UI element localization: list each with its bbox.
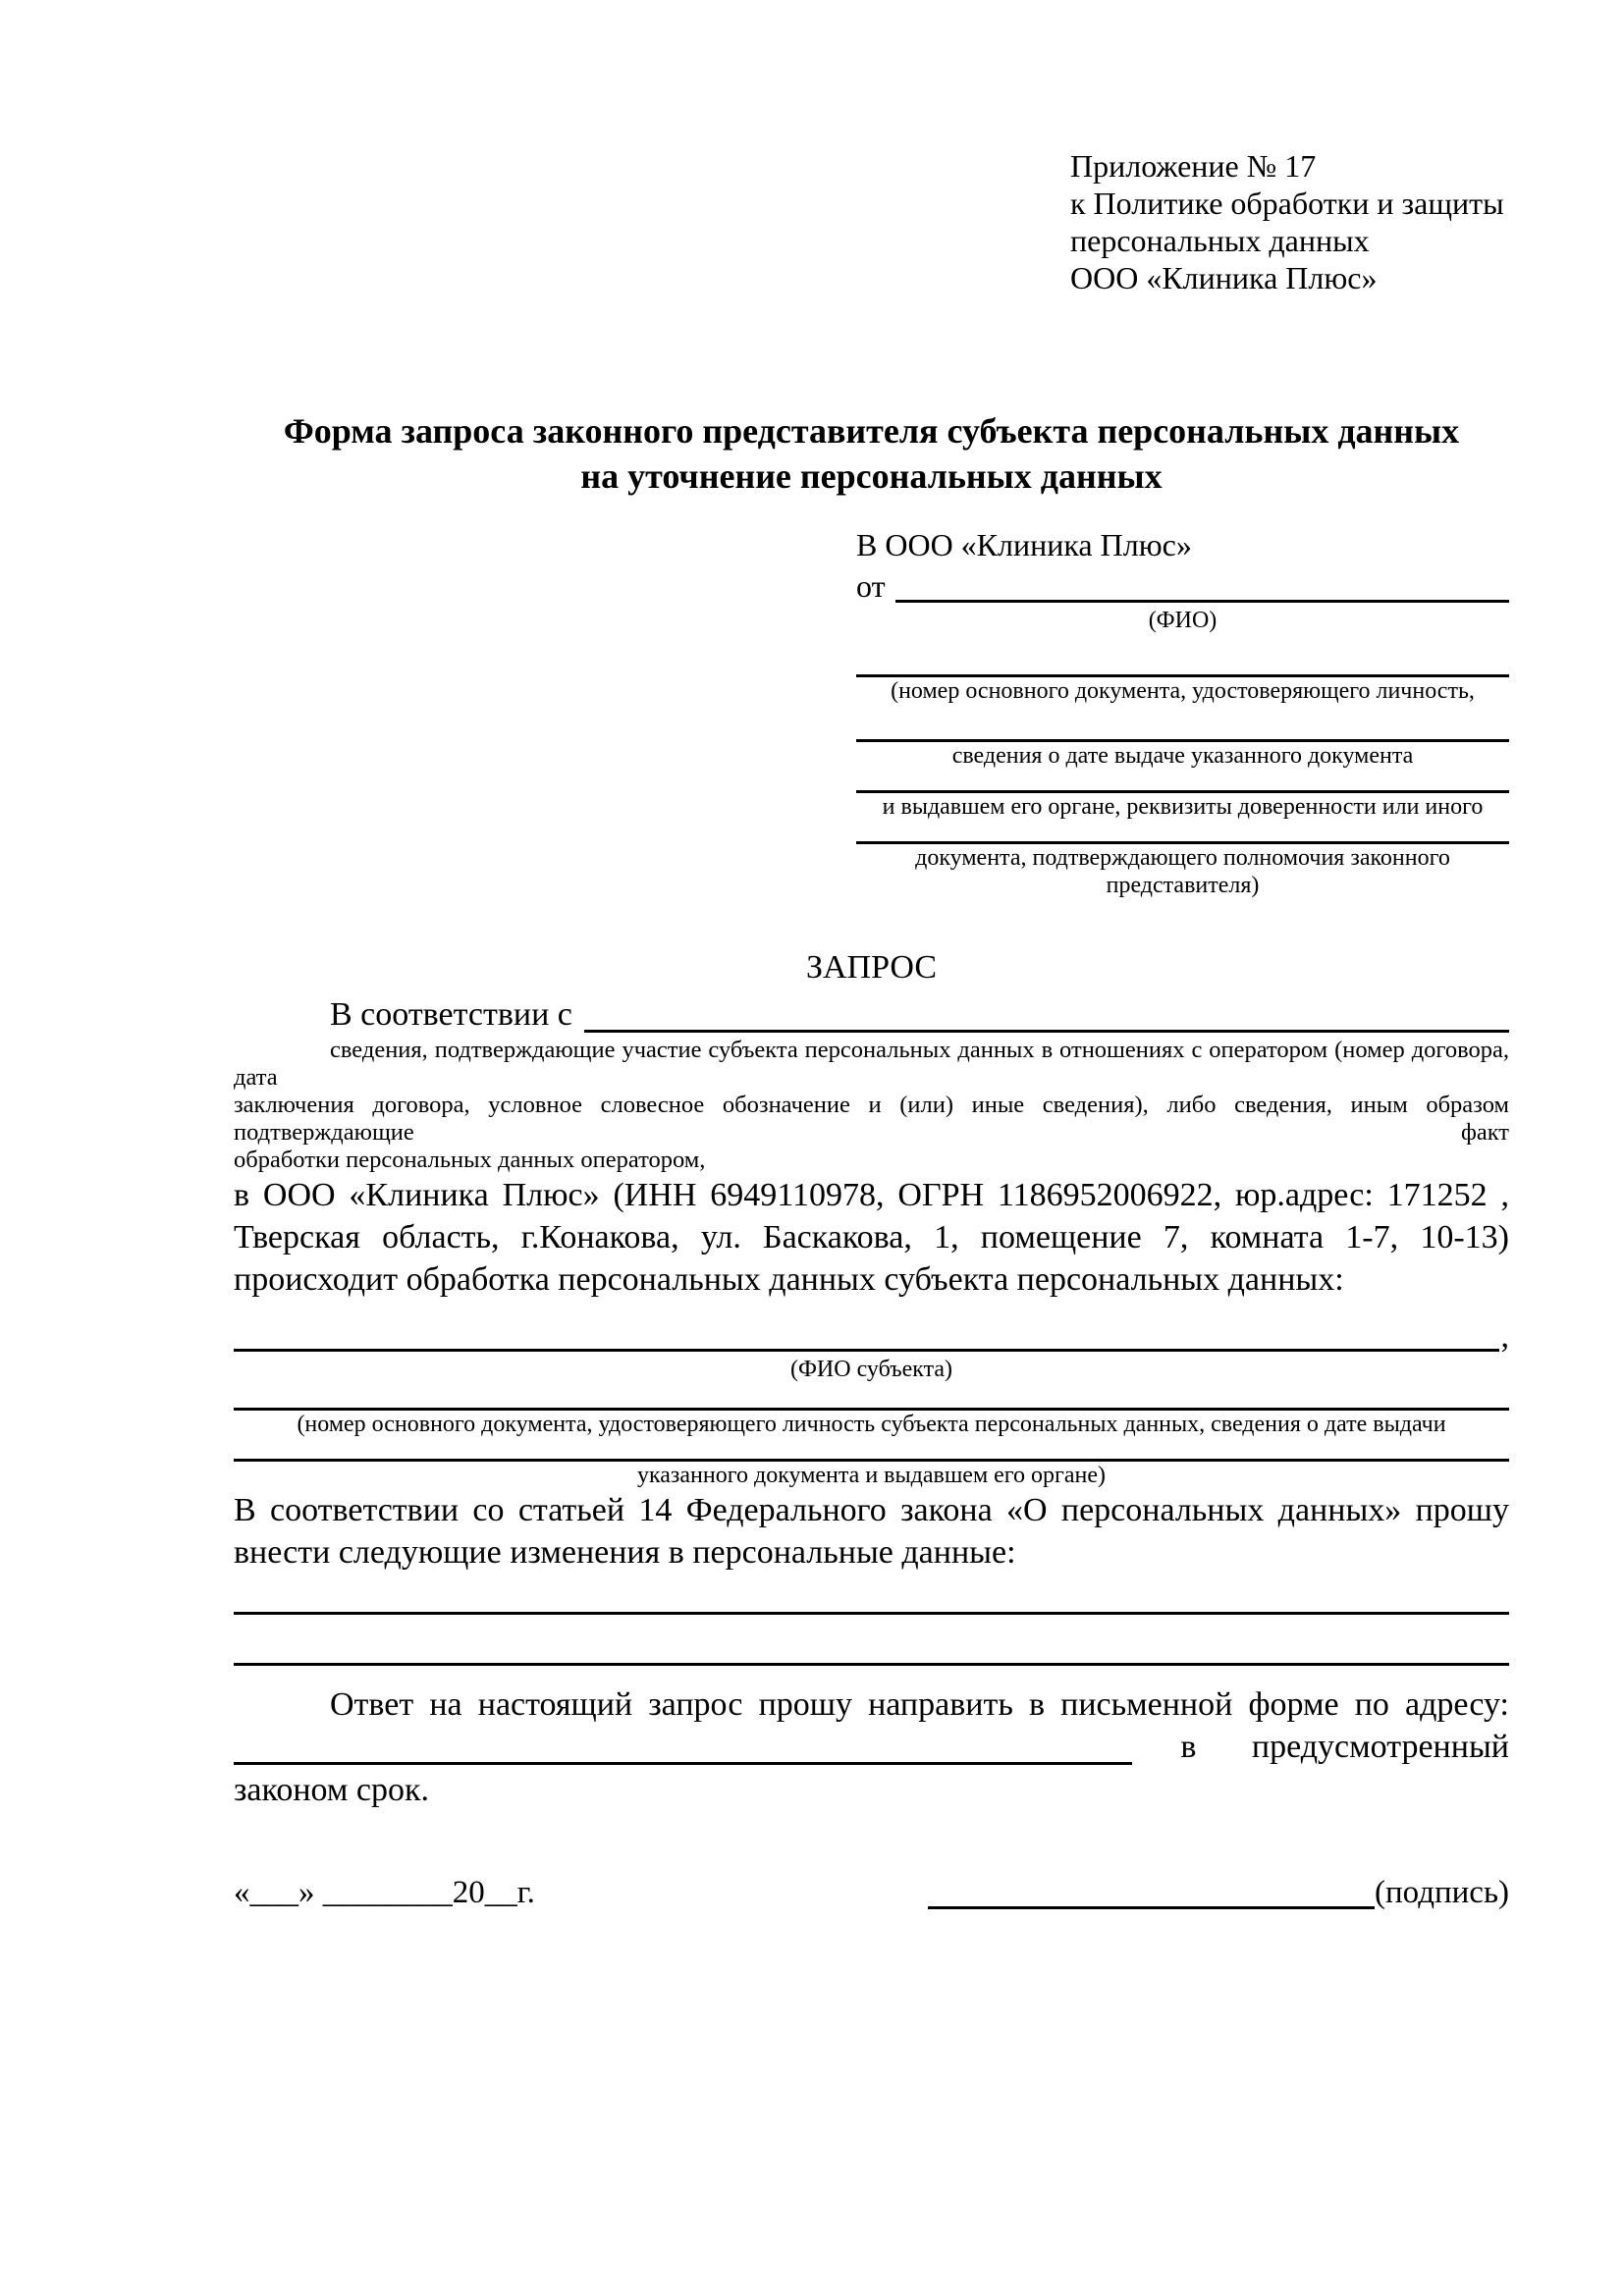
article14-line-2: внести следующие изменения в персональные данные: xyxy=(234,1534,1016,1571)
operator-paragraph-line-3: происходит обработка персональных данных субъекта персональных данных: xyxy=(234,1261,1344,1298)
footnote-line-2: заключения договора, условное словесное обозначение и (или) иные сведения), либо сведения, иным образом подтверждающие факт xyxy=(234,1092,1509,1146)
subject-fio-caption: (ФИО субъекта) xyxy=(789,1357,953,1382)
subject-fio-comma: , xyxy=(1500,1318,1509,1355)
footnote-line-1: сведения, подтверждающие участие субъекта персональных данных в отношениях с оператором (номер договора, дата xyxy=(234,1037,1509,1091)
issuer-caption: и выдавшем его органе, реквизиты доверенности или иного xyxy=(882,794,1484,820)
signature-blank-line xyxy=(928,1906,1375,1909)
subject-doc-caption-1: (номер основного документа, удостоверяющего личность субъекта персональных данных, сведения о дате выдачи xyxy=(297,1412,1446,1437)
response-paragraph xyxy=(234,1683,1509,1811)
appendix-block xyxy=(856,147,1509,296)
subject-fio-row xyxy=(234,1314,1509,1356)
form-title xyxy=(234,408,1509,499)
doc-number-caption: (номер основного документа, удостоверяющего личность, xyxy=(891,678,1475,704)
signature-caption: (подпись) xyxy=(1375,1875,1509,1910)
from-label: от xyxy=(856,568,886,604)
doc-number-blank-line xyxy=(856,634,1509,677)
issue-date-caption: сведения о дате выдаче указанного документа xyxy=(951,743,1414,769)
subject-doc-caption-2: указанного документа и выдавшем его органе) xyxy=(636,1463,1107,1488)
article14-line-1: В соответствии со статьей 14 Федерального закона «О персональных данных» прошу xyxy=(234,1492,1509,1528)
request-heading: ЗАПРОС xyxy=(805,949,938,986)
fio-caption: (ФИО) xyxy=(1148,608,1218,633)
operator-paragraph-line-2: Тверская область, г.Конакова, ул. Баскакова, 1, помещение 7, комната 1-7, 10-13) xyxy=(234,1219,1509,1255)
operator-paragraph xyxy=(234,1174,1509,1301)
operator-paragraph-line-1: в ООО «Клиника Плюс» (ИНН 6949110978, ОГРН 1186952006922, юр.адрес: 171252 , xyxy=(234,1177,1509,1213)
issuer-blank-line xyxy=(856,770,1509,793)
signature-area xyxy=(928,1872,1509,1913)
form-title-line-2: на уточнение персональных данных xyxy=(580,456,1163,496)
subject-doc-blank-line-2 xyxy=(234,1438,1509,1462)
changes-blank-line-2 xyxy=(234,1615,1509,1666)
form-title-line-1: Форма запроса законного представителя субъекта персональных данных xyxy=(283,411,1460,451)
response-line-3: законом срок. xyxy=(234,1772,429,1808)
appendix-line-3: персональных данных xyxy=(1070,223,1370,258)
issue-date-blank-line xyxy=(856,705,1509,742)
addressee-block xyxy=(856,524,1509,899)
response-line-1: Ответ на настоящий запрос прошу направить в письменной форме по адресу: xyxy=(330,1686,1509,1723)
appendix-line-1: Приложение № 17 xyxy=(1070,148,1317,184)
changes-blank-line-1 xyxy=(234,1574,1509,1615)
footnote-line-3: обработки персональных данных оператором, xyxy=(234,1147,706,1173)
subject-doc-blank-line-1 xyxy=(234,1383,1509,1411)
accordance-lead: В соответствии с xyxy=(330,996,572,1033)
accordance-row xyxy=(234,993,1509,1037)
article14-paragraph xyxy=(234,1489,1509,1574)
response-tail: в предусмотренный xyxy=(1180,1729,1509,1765)
from-row xyxy=(856,565,1509,607)
addressee-to: В ООО «Клиника Плюс» xyxy=(856,527,1192,562)
fio-blank-line xyxy=(895,600,1509,603)
date-blank-text: «___» ________20__г. xyxy=(234,1875,535,1910)
response-line-2 xyxy=(234,1726,1509,1769)
authority-caption: документа, подтверждающего полномочия законного представителя) xyxy=(915,845,1450,898)
appendix-line-2: к Политике обработки и защиты xyxy=(1070,186,1504,221)
appendix-line-4: ООО «Клиника Плюс» xyxy=(1070,260,1378,295)
accordance-blank-line xyxy=(584,1030,1509,1033)
subject-fio-blank-line xyxy=(234,1349,1499,1352)
authority-blank-line xyxy=(856,821,1509,844)
date-signature-row xyxy=(234,1872,1509,1913)
address-blank-line xyxy=(234,1762,1132,1765)
footnote-block xyxy=(234,1037,1509,1174)
